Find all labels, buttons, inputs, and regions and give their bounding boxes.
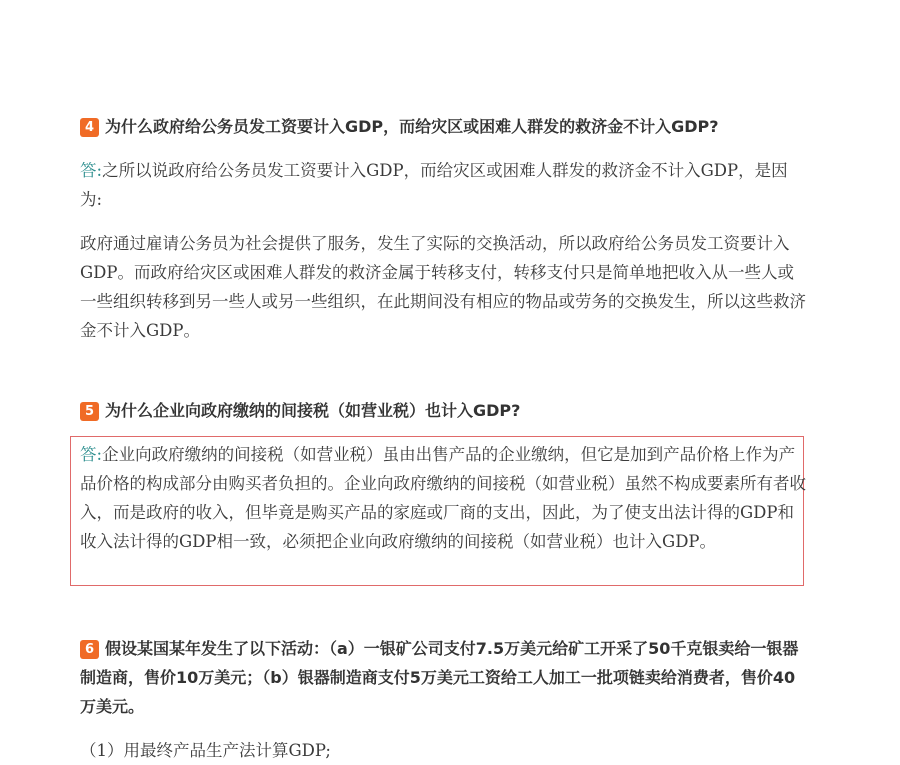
question-5-answer — [80, 440, 806, 556]
question-4-answer — [80, 156, 806, 214]
question-6-subquestion-1: （1）用最终产品生产法计算GDP; — [80, 741, 331, 760]
question-number-badge: 6 — [80, 640, 99, 659]
answer-label: 答: — [80, 445, 103, 464]
question-6-title: 假设某国某年发生了以下活动：（a）一银矿公司支付7.5万美元给矿工开采了50千克银卖给一银器制造商，售价10万美元；（b）银器制造商支付5万美元工资给工人加工一批项链卖给消费者，售价40万美元。 — [80, 639, 799, 716]
answer-text: 企业向政府缴纳的间接税（如营业税）虽由出售产品的企业缴纳，但它是加到产品价格上作为产品价格的构成部分由购买者负担的。企业向政府缴纳的间接税（如营业税）虽然不构成要素所有者收入，而是政府的收入，但毕竟是购买产品的家庭或厂商的支出，因此，为了使支出法计得的GDP和收入法计得的GDP相一致，必须把企业向政府缴纳的间接税（如营业税）也计入GDP。 — [80, 445, 806, 551]
question-5-heading — [80, 396, 810, 425]
question-number-badge: 4 — [80, 118, 99, 137]
question-4-heading — [80, 112, 810, 141]
question-4-explanation: 政府通过雇请公务员为社会提供了服务，发生了实际的交换活动，所以政府给公务员发工资要计入GDP。而政府给灾区或困难人群发的救济金属于转移支付，转移支付只是简单地把收入从一些人或一些组织转移到另一些人或另一些组织，在此期间没有相应的物品或劳务的交换发生，所以这些救济金不计入GDP。 — [80, 234, 806, 340]
question-number-badge: 5 — [80, 402, 99, 421]
question-5-title: 为什么企业向政府缴纳的间接税（如营业税）也计入GDP? — [105, 401, 521, 420]
question-6-heading — [80, 634, 810, 721]
answer-text: 之所以说政府给公务员发工资要计入GDP，而给灾区或困难人群发的救济金不计入GDP，是因为: — [80, 161, 788, 209]
question-4-title: 为什么政府给公务员发工资要计入GDP，而给灾区或困难人群发的救济金不计入GDP? — [105, 117, 719, 136]
answer-label: 答: — [80, 161, 103, 180]
